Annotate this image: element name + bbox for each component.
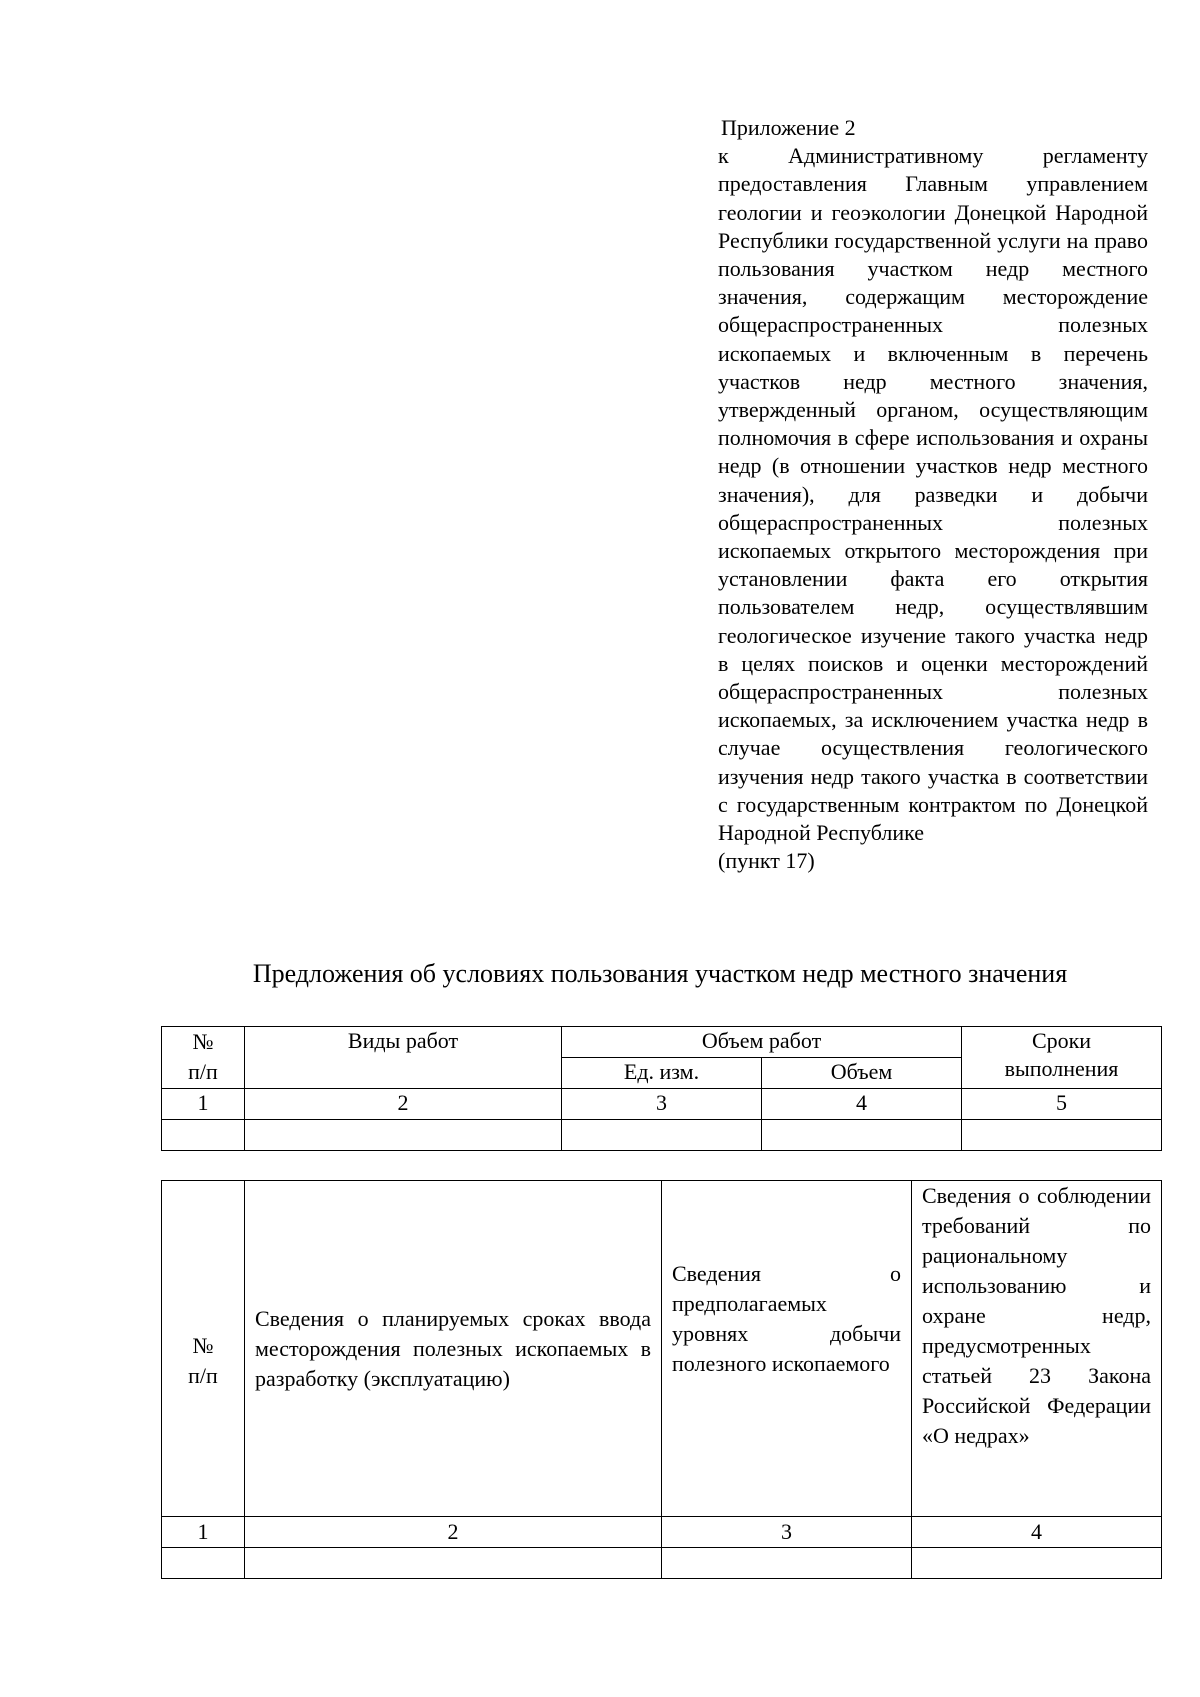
empty-cell [962,1120,1162,1151]
header-unit: Ед. изм. [562,1058,762,1089]
col-number: 3 [662,1517,912,1548]
empty-cell [912,1548,1162,1579]
col-number: 5 [962,1089,1162,1120]
header-works: Виды работ [245,1027,562,1089]
col-number: 4 [762,1089,962,1120]
empty-cell [162,1548,245,1579]
col-number: 1 [162,1089,245,1120]
col-number: 3 [562,1089,762,1120]
header-num: № п/п [162,1181,245,1517]
empty-cell [245,1548,662,1579]
header-terms: Сроки выполнения [962,1027,1162,1089]
header-rational-use: Сведения о соблюдении требований по рациональному использованию и охране недр, предусмотренных статьей 23 Закона Российской Федерации «О недрах» [912,1181,1162,1517]
appendix-point: (пункт 17) [718,848,815,874]
col-number: 4 [912,1517,1162,1548]
header-num: № п/п [162,1027,245,1089]
header-planned-terms: Сведения о планируемых сроках ввода месторождения полезных ископаемых в разработку (эксплуатацию) [245,1181,662,1517]
col-number: 1 [162,1517,245,1548]
col-number: 2 [245,1089,562,1120]
header-volume: Объем [762,1058,962,1089]
conditions-table [161,1180,1162,1579]
header-production-levels: Сведения о предполагаемых уровнях добычи полезного ископаемого [662,1181,912,1517]
header-volume-group: Объем работ [562,1027,962,1058]
empty-cell [762,1120,962,1151]
works-table [161,1026,1162,1151]
empty-cell [162,1120,245,1151]
empty-cell [662,1548,912,1579]
empty-cell [245,1120,562,1151]
appendix-block [718,114,1148,875]
page-title: Предложения об условиях пользования участком недр местного значения [252,959,1068,988]
appendix-title: Приложение 2 [721,115,856,140]
col-number: 2 [245,1517,662,1548]
appendix-body: к Административному регламенту предоставления Главным управлением геологии и геоэкологии Донецкой Народной Республики государственной услуги на право пользования участком недр местного значения, содержащим месторождение общераспространенных полезных ископаемых и включенным в перечень участков недр местного значения, утвержденный органом, осуществляющим полномочия в сфере использования и охраны недр (в отношении участков недр местного значения), для разведки и добычи общераспространенных полезных ископаемых открытого месторождения при установлении факта его открытия пользователем недр, осуществлявшим геологическое изучение такого участка недр в целях поисков и оценки месторождений общераспространенных полезных ископаемых, за исключением участка недр в случае осуществления геологического изучения недр такого участка в соответствии с государственным контрактом по Донецкой Народной Республике [718,143,1148,846]
empty-cell [562,1120,762,1151]
